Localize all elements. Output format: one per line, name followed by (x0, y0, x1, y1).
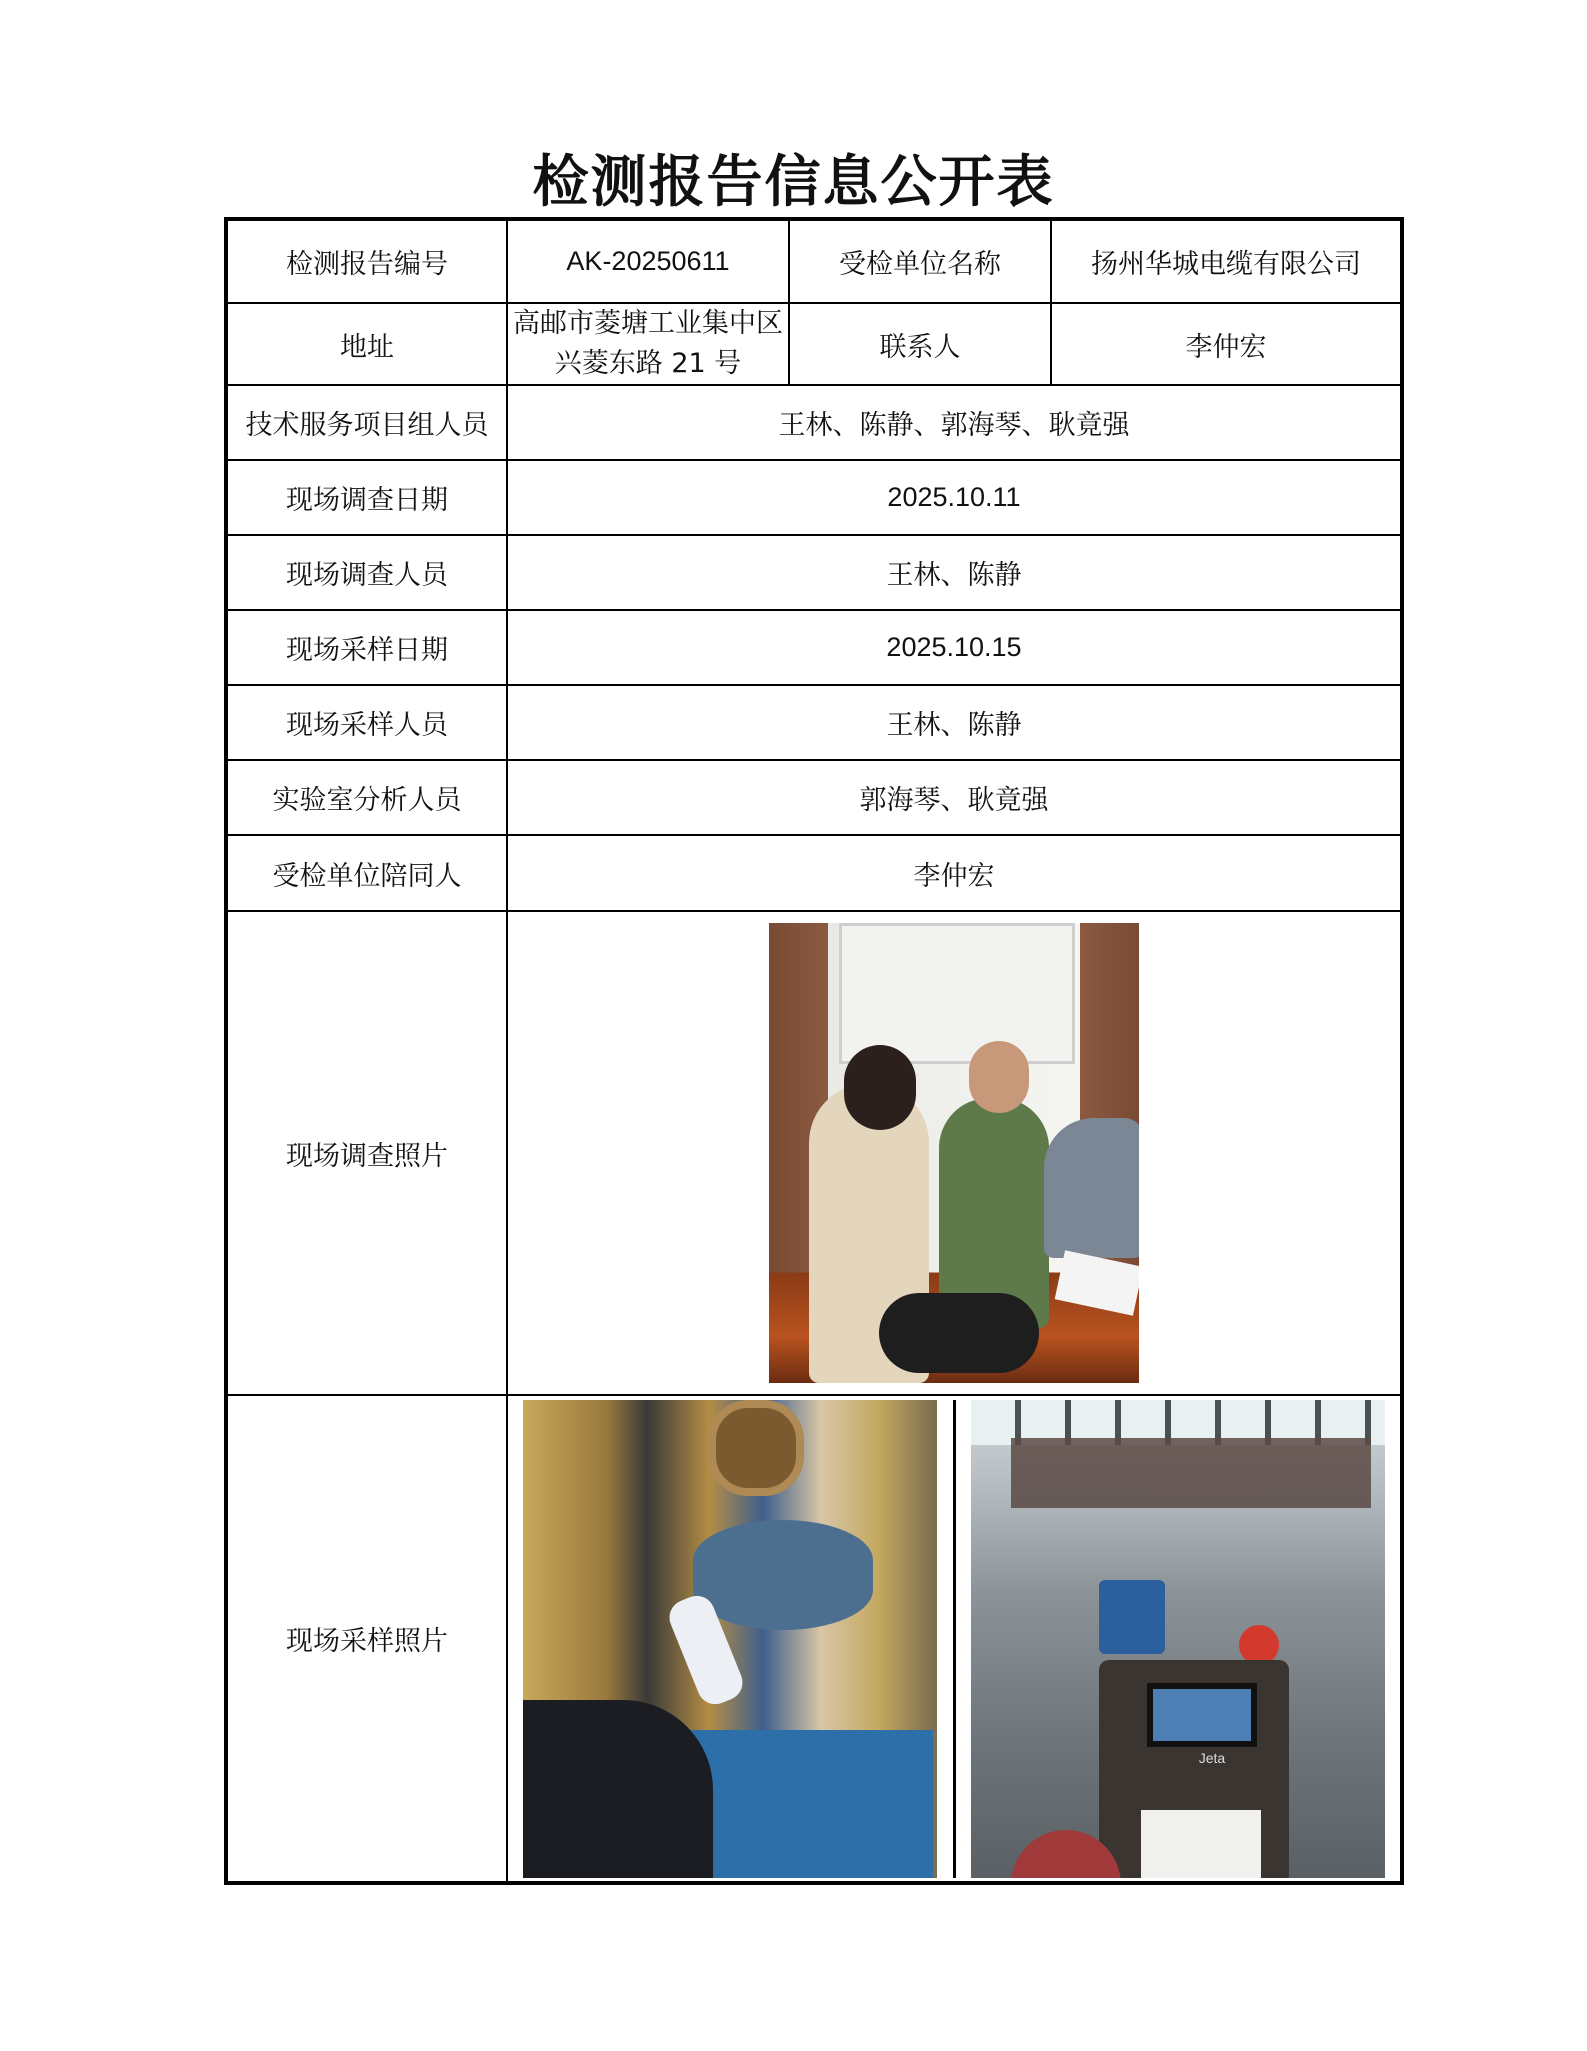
escort-label: 受检单位陪同人 (226, 835, 507, 911)
projection-screen (839, 923, 1075, 1064)
contact-label: 联系人 (789, 303, 1051, 385)
chair (879, 1293, 1039, 1373)
survey-photo-cell (507, 911, 1402, 1395)
sampling-photo-noise-meter (523, 1400, 937, 1878)
sampling-date-label: 现场采样日期 (226, 610, 507, 685)
table-row (226, 385, 1402, 460)
person-head (844, 1045, 916, 1130)
sampling-staff-label: 现场采样人员 (226, 685, 507, 760)
table-row (226, 303, 1402, 385)
table-row (226, 1395, 1402, 1883)
unit-name-value: 扬州华城电缆有限公司 (1051, 219, 1402, 303)
person-figure (1044, 1118, 1139, 1258)
report-no-value: AK-20250611 (507, 219, 789, 303)
lab-staff-value: 郭海琴、耿竟强 (507, 760, 1402, 835)
address-value: 高邮市菱塘工业集中区兴菱东路 21 号 (507, 303, 789, 385)
contact-value: 李仲宏 (1051, 303, 1402, 385)
survey-date-label: 现场调查日期 (226, 460, 507, 535)
sampling-photo-cell (507, 1395, 1402, 1883)
sampling-photo-air-sampler (971, 1400, 1385, 1878)
table-row (226, 219, 1402, 303)
instrument-screen (1147, 1683, 1257, 1747)
sampling-photo-right-wrap (953, 1400, 1401, 1878)
table-row (226, 760, 1402, 835)
document-paper (1055, 1250, 1139, 1316)
survey-staff-label: 现场调查人员 (226, 535, 507, 610)
sampling-photos (508, 1400, 1400, 1878)
production-line (1011, 1438, 1371, 1508)
team-value: 王林、陈静、郭海琴、耿竟强 (507, 385, 1402, 460)
survey-photo (769, 923, 1139, 1383)
table-row (226, 610, 1402, 685)
sampling-staff-value: 王林、陈静 (507, 685, 1402, 760)
red-cap (1239, 1625, 1279, 1665)
cable-reel (708, 1400, 804, 1496)
table-row (226, 535, 1402, 610)
address-label: 地址 (226, 303, 507, 385)
escort-value: 李仲宏 (507, 835, 1402, 911)
sampling-date-value: 2025.10.15 (507, 610, 1402, 685)
instrument-brand: Jeta (1198, 1749, 1226, 1766)
survey-date-value: 2025.10.11 (507, 460, 1402, 535)
unit-name-label: 受检单位名称 (789, 219, 1051, 303)
lab-staff-label: 实验室分析人员 (226, 760, 507, 835)
sampler-case (1099, 1580, 1165, 1654)
table-row (226, 835, 1402, 911)
operator-arm (523, 1700, 713, 1878)
survey-staff-value: 王林、陈静 (507, 535, 1402, 610)
instrument-label (1141, 1810, 1261, 1878)
person-head (969, 1041, 1029, 1113)
table-row (226, 911, 1402, 1395)
team-label: 技术服务项目组人员 (226, 385, 507, 460)
sampling-photo-left-wrap (508, 1400, 953, 1878)
survey-photo-label: 现场调查照片 (226, 911, 507, 1395)
page-title: 检测报告信息公开表 (532, 149, 1055, 215)
report-no-label: 检测报告编号 (226, 219, 507, 303)
table-row (226, 685, 1402, 760)
braiding-machine (693, 1520, 873, 1630)
table-row (226, 460, 1402, 535)
sampling-photo-label: 现场采样照片 (226, 1395, 507, 1883)
report-info-table (224, 217, 1404, 1885)
